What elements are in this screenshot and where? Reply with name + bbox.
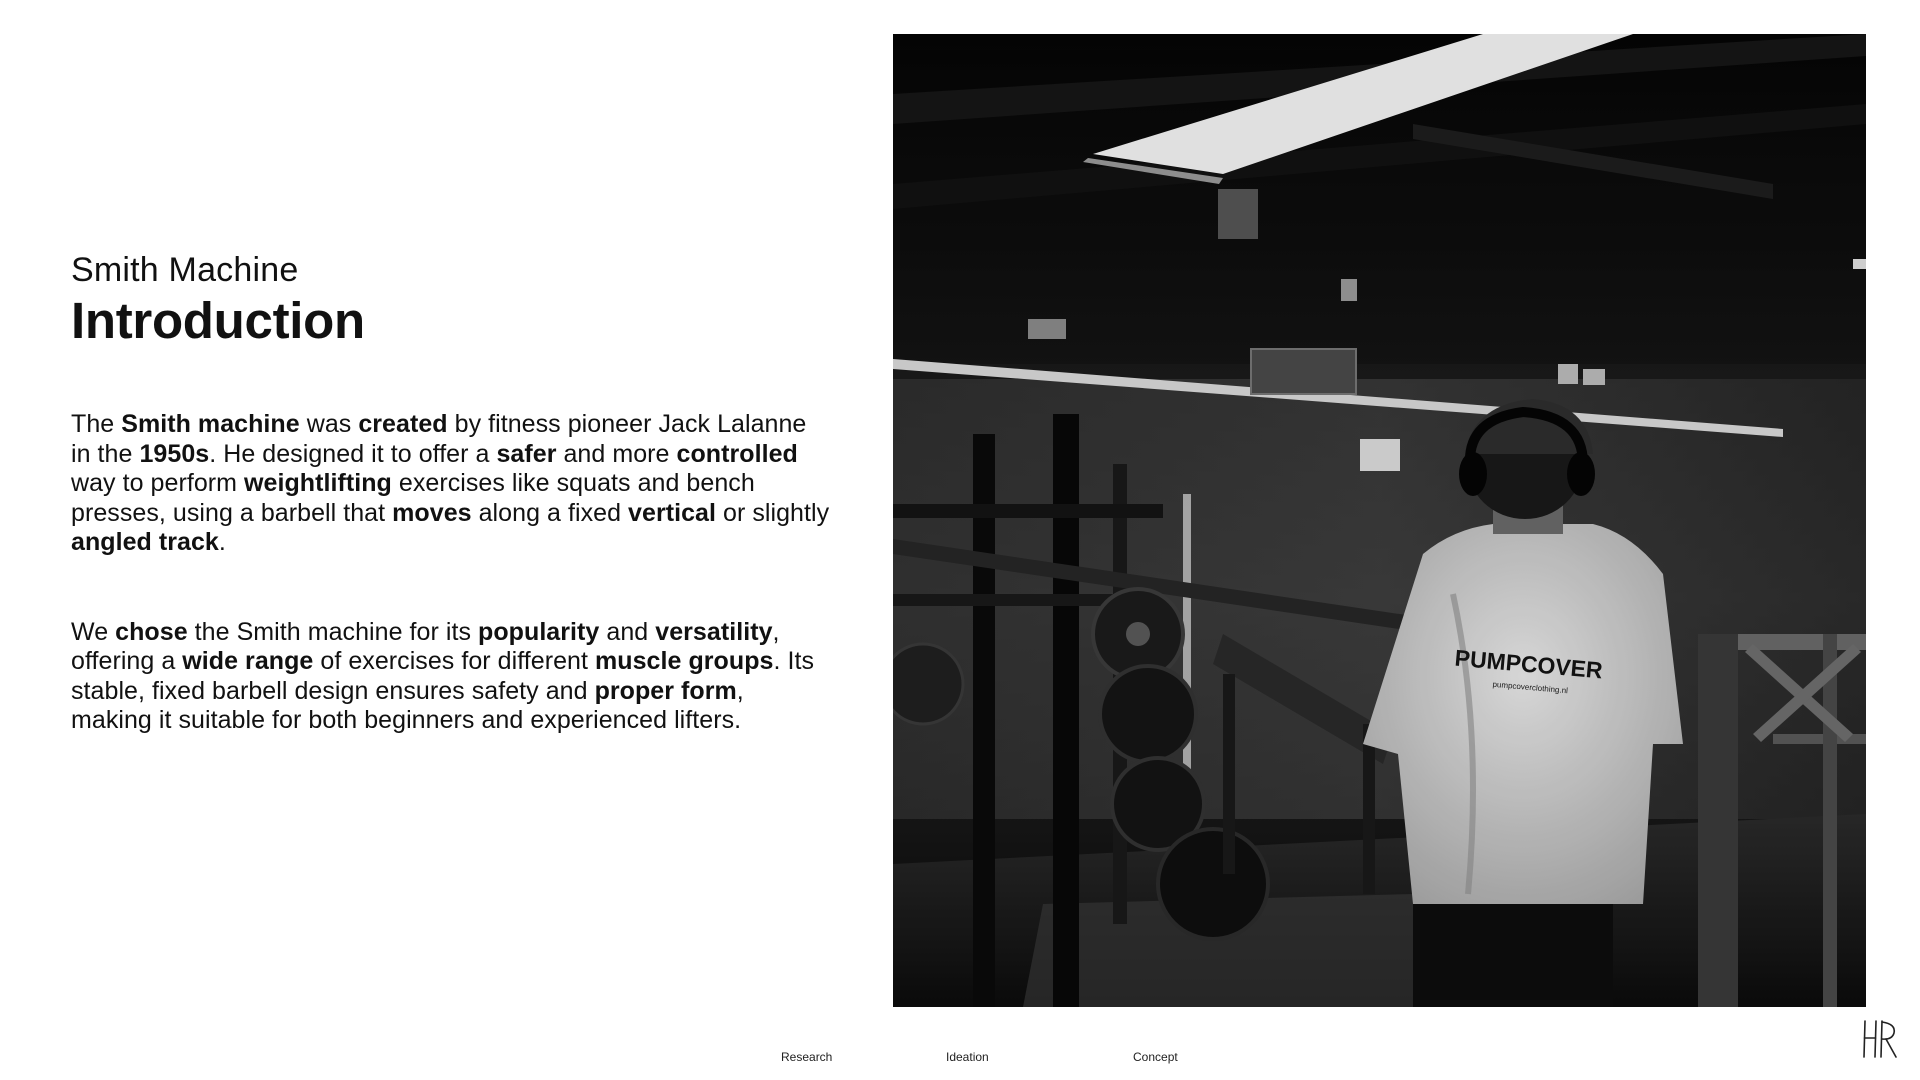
bold-phrase: versatility xyxy=(655,617,773,646)
text-run: . He designed it to offer a xyxy=(209,439,497,468)
text-run: or slightly xyxy=(716,498,830,527)
bold-phrase: muscle groups xyxy=(595,647,774,675)
bold-phrase: chose xyxy=(115,617,188,646)
shirt-print: PUMPCOVER xyxy=(1453,644,1604,684)
bold-phrase: proper form xyxy=(594,676,737,705)
nav-research[interactable]: Research xyxy=(781,1050,833,1064)
reason-paragraph xyxy=(71,618,831,736)
text-run: . Its stable, fixed barbell design ensures safety and xyxy=(71,647,815,705)
gym-photo xyxy=(893,34,1866,1007)
bold-phrase: controlled xyxy=(676,439,798,468)
text-run: by fitness pioneer Jack Lalanne in the xyxy=(71,410,807,468)
text-column xyxy=(71,250,831,736)
text-run: , making it suitable for both beginners and experienced lifters. xyxy=(71,676,744,734)
bottom-nav xyxy=(0,1050,1920,1070)
text-run: the Smith machine for its xyxy=(187,617,479,646)
text-run: way to perform xyxy=(71,469,245,497)
shirt-subprint: pumpcoverclothing.nl xyxy=(1492,679,1569,696)
text-run: was xyxy=(299,410,359,438)
nav-concept[interactable]: Concept xyxy=(1133,1050,1178,1064)
page-title: Introduction xyxy=(71,292,365,349)
bold-phrase: wide range xyxy=(182,647,314,675)
hr-logo xyxy=(1860,1018,1900,1060)
text-run: exercises like squats and bench presses, using a barbell that xyxy=(71,469,755,527)
bold-phrase: created xyxy=(358,410,448,438)
bold-phrase: 1950s xyxy=(139,439,210,468)
text-run: along a fixed xyxy=(471,498,629,527)
text-run: , offering a xyxy=(71,617,780,675)
text-run: The xyxy=(71,410,122,438)
text-run: and more xyxy=(556,439,677,468)
bold-phrase: Smith machine xyxy=(121,410,300,438)
text-run: . xyxy=(218,528,226,556)
text-run: of exercises for different xyxy=(313,647,595,675)
bold-phrase: safer xyxy=(496,439,557,468)
bold-phrase: vertical xyxy=(628,498,716,527)
text-run: and xyxy=(599,617,656,646)
nav-ideation[interactable]: Ideation xyxy=(946,1050,989,1064)
intro-paragraph xyxy=(71,410,831,558)
bold-phrase: angled track xyxy=(71,528,219,556)
bold-phrase: weightlifting xyxy=(244,469,392,497)
bold-phrase: popularity xyxy=(478,617,600,646)
page-kicker: Smith Machine xyxy=(71,251,299,289)
text-run: We xyxy=(71,617,116,646)
bold-phrase: moves xyxy=(392,498,472,527)
